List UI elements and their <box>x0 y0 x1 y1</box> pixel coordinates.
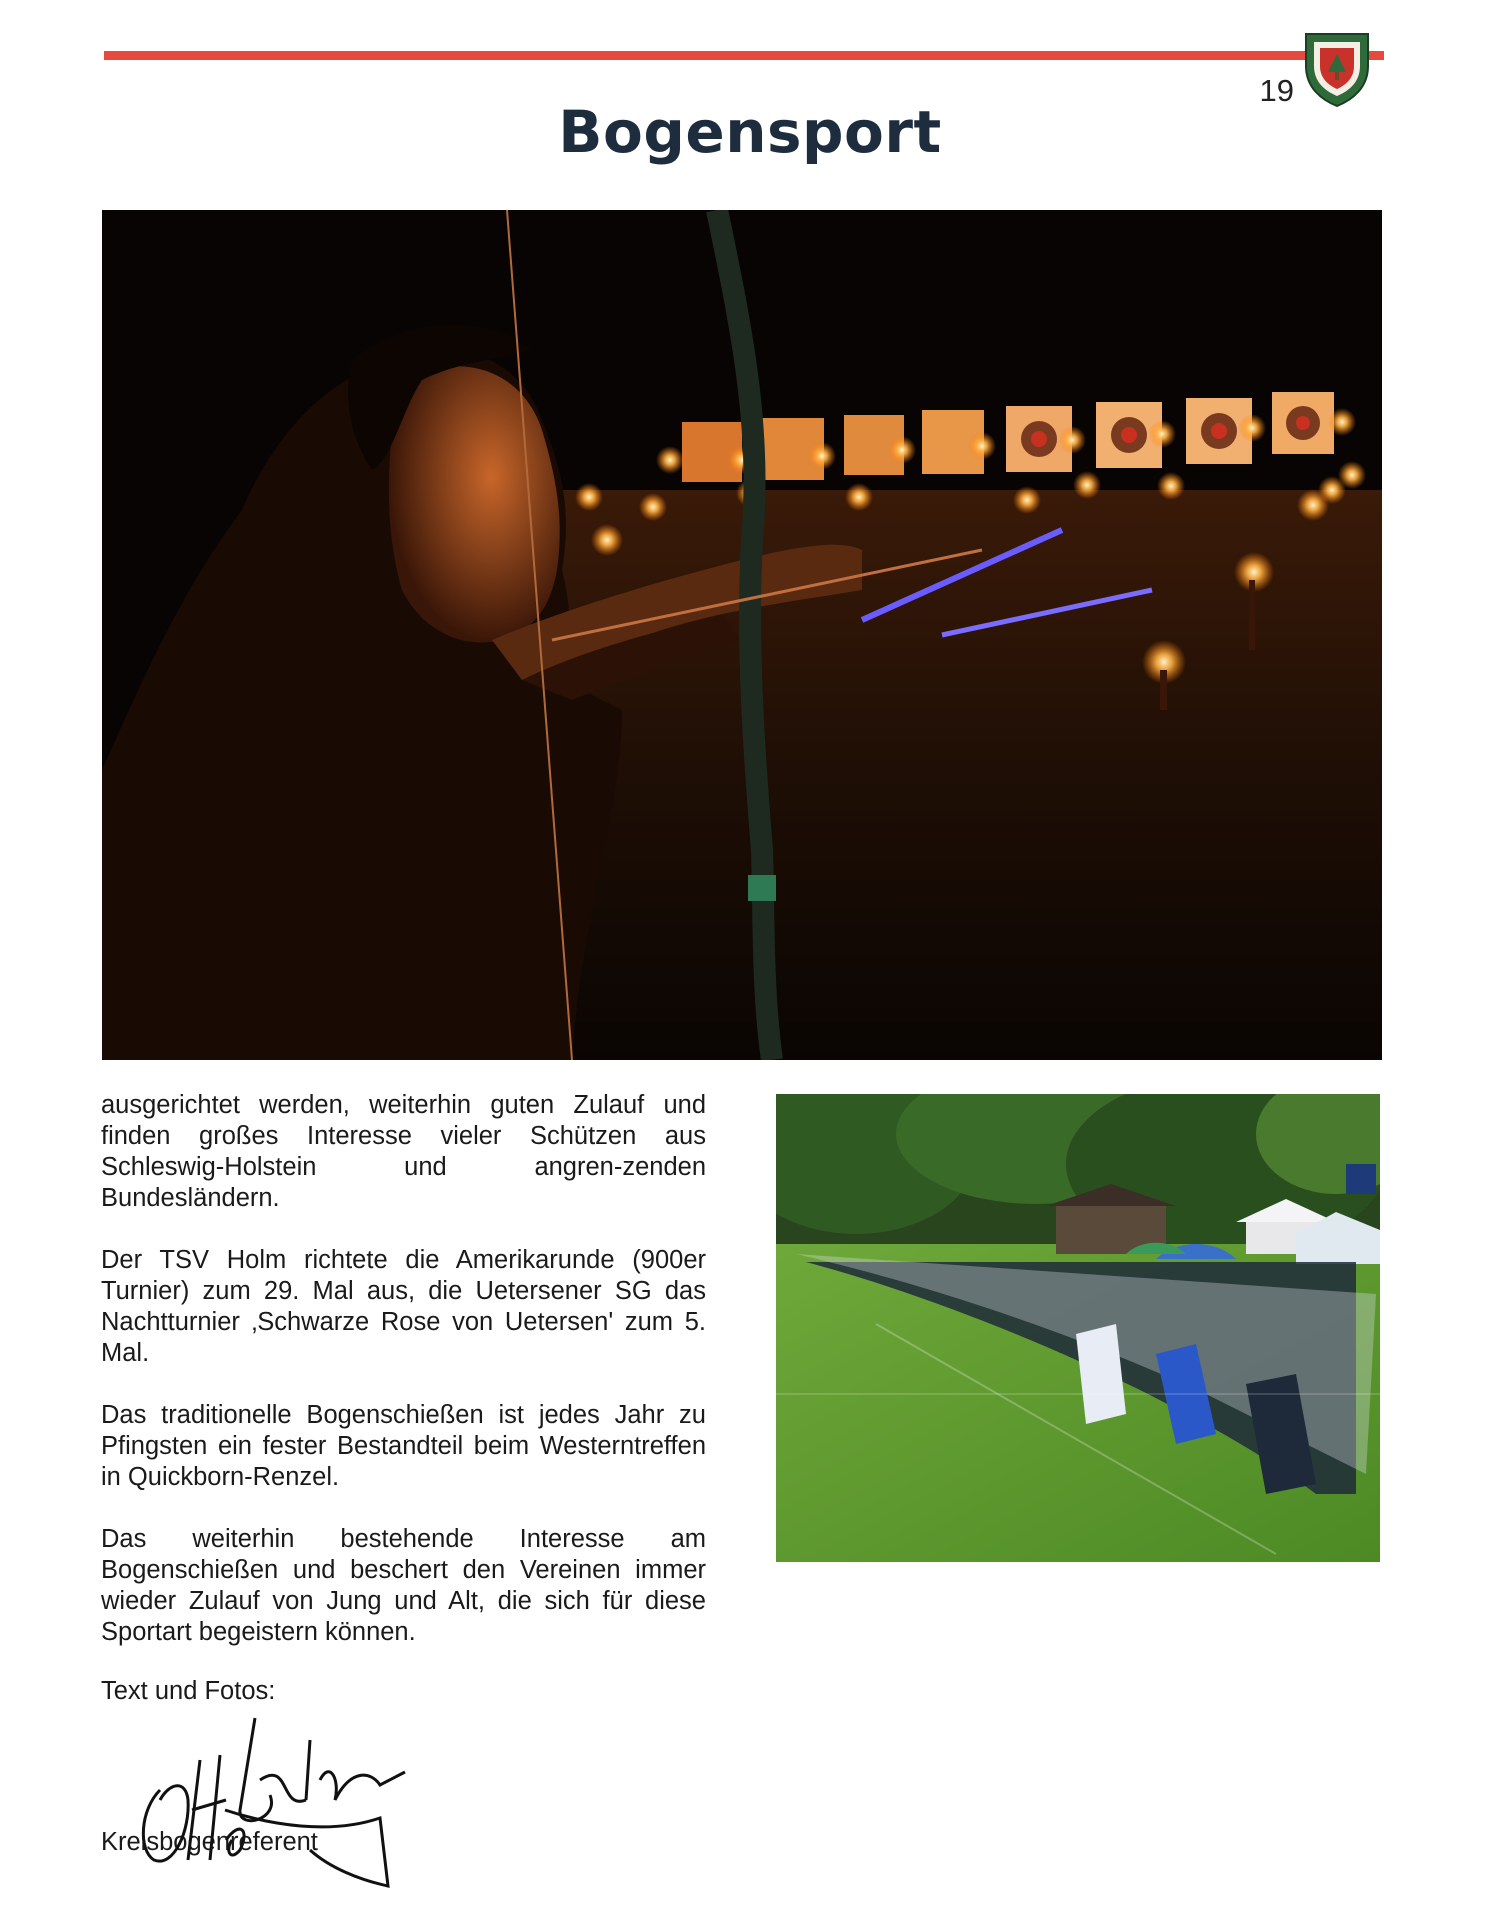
archery-tournament-line-photo <box>776 1094 1380 1562</box>
top-accent-bar <box>104 51 1384 60</box>
page-title: Bogensport <box>558 98 942 166</box>
association-crest-logo <box>1302 28 1372 108</box>
paragraph-4: Das weiterhin bestehende Interesse am Bogenschießen und beschert den Vereinen immer wieder Zulauf von Jung und Alt, die sich für diese Sportart begeistern können. <box>101 1525 706 1646</box>
page-number: 19 <box>1259 73 1294 108</box>
paragraph-1: ausgerichtet werden, weiterhin guten Zulauf und finden großes Interesse vieler Schützen aus Schleswig-Holstein und angren-zenden Bundesländern. <box>101 1091 706 1212</box>
paragraph-3: Das traditionelle Bogenschießen ist jedes Jahr zu Pfingsten ein fester Bestandteil beim Westerntreffen in Quickborn-Renzel. <box>101 1401 706 1491</box>
handwritten-signature <box>130 1700 410 1890</box>
body-text <box>101 1090 706 1679</box>
photo-credit-label: Text und Fotos: <box>101 1677 276 1705</box>
archer-at-night-photo <box>102 210 1382 1060</box>
paragraph-2: Der TSV Holm richtete die Amerikarunde (900er Turnier) zum 29. Mal aus, die Uetersener SG das Nachtturnier ‚Schwarze Rose von Uetersen' zum 5. Mal. <box>101 1246 706 1367</box>
author-role: Kreisbogenreferent <box>101 1828 318 1856</box>
